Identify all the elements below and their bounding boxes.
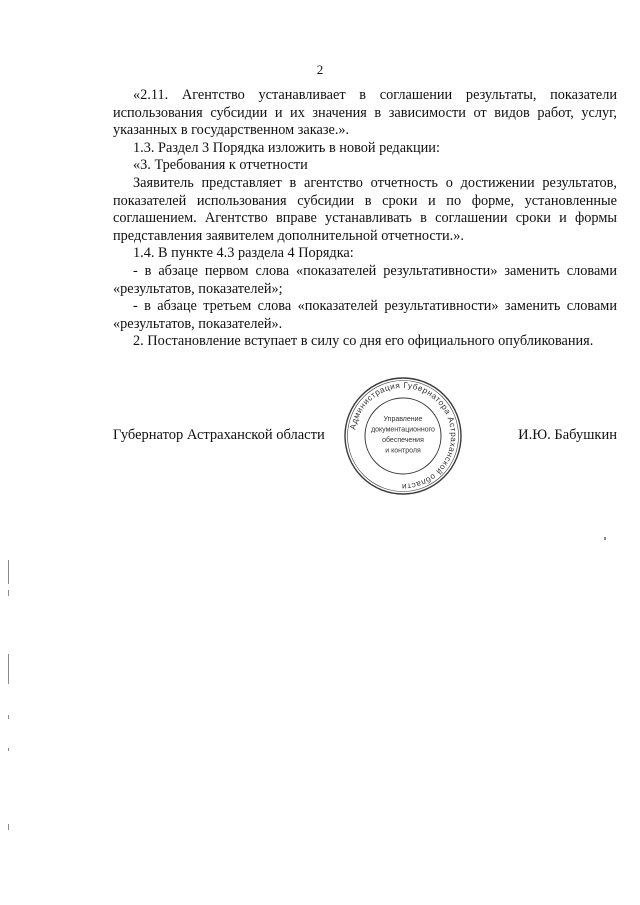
- scan-speck: [604, 537, 606, 540]
- scan-edge-mark: [8, 748, 9, 751]
- paragraph-reporting: Заявитель представляет в агентство отчетность о достижении результатов, показателей использования субсидии в сроки и по форме, установленные соглашением. Агентство вправе устанавливать в соглашении сроки и формы представления заявителем дополнительной отчетности.».: [113, 174, 617, 244]
- scan-edge-mark: [8, 560, 9, 584]
- paragraph-2-11: «2.11. Агентство устанавливает в соглашении результаты, показатели использования субсидии и их значения в зависимости от видов работ, услуг, указанных в государственном заказе.».: [113, 87, 617, 139]
- svg-text:Управлениедокументационногообе: Управление документационного обеспечения и контроля: [371, 416, 435, 455]
- scan-edge-mark: [8, 590, 9, 596]
- scan-edge-mark: [8, 715, 9, 719]
- paragraph-effective-date: 2. Постановление вступает в силу со дня его официального опубликования.: [133, 333, 594, 350]
- paragraph-1-3: 1.3. Раздел 3 Порядка изложить в новой редакции:: [133, 139, 440, 156]
- scan-edge-mark: [8, 824, 9, 830]
- svg-text:Администрация Губернатора Астр: Администрация Губернатора Астраханской области: [348, 380, 459, 492]
- document-body: [113, 87, 617, 351]
- paragraph-1-4: 1.4. В пункте 4.3 раздела 4 Порядка:: [133, 245, 354, 262]
- signer-name: И.Ю. Бабушкин: [518, 427, 617, 443]
- paragraph-third-amendment: - в абзаце третьем слова «показателей результативности» заменить словами «результатов, показателей».: [113, 298, 617, 332]
- scan-edge-mark: [8, 654, 9, 684]
- section-3-heading: «3. Требования к отчетности: [133, 157, 308, 174]
- official-seal: [343, 376, 463, 496]
- paragraph-first-amendment: - в абзаце первом слова «показателей результативности» заменить словами «результатов, показателей»;: [113, 262, 617, 297]
- page-number: 2: [316, 62, 324, 77]
- signer-position: Губернатор Астраханской области: [113, 427, 325, 443]
